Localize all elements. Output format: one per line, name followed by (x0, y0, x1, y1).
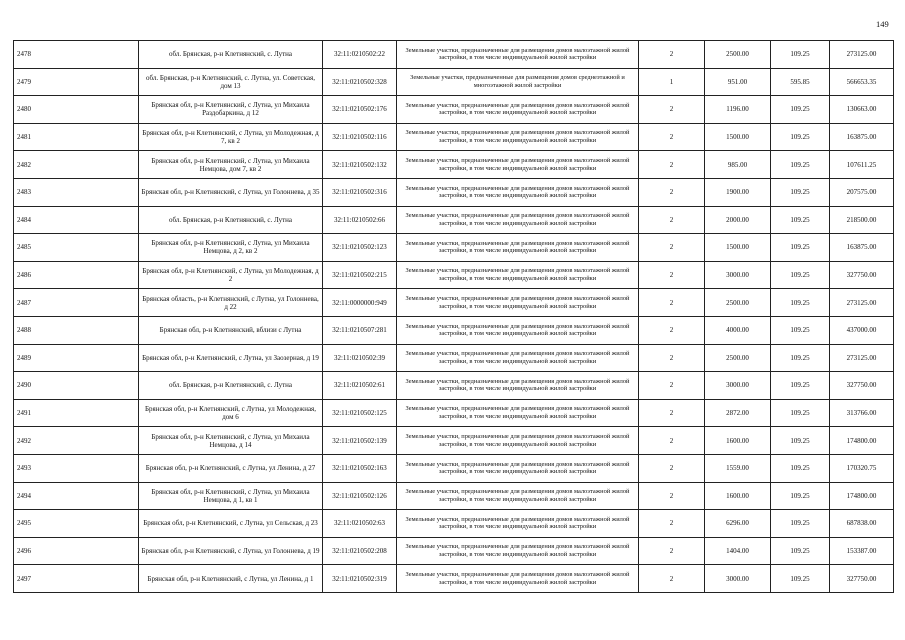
row-number-cell: 2487 (14, 289, 139, 317)
land-use-purpose-cell: Земельные участки, предназначенные для размещения домов малоэтажной жилой застройки, в том числе индивидуальной жилой застройки (397, 565, 639, 593)
address-cell: Брянская обл, р-н Клетнянский, с Лутна, ул Молодежная, д 2 (139, 261, 323, 289)
table-row (14, 178, 894, 206)
address-cell: Брянская обл, р-н Клетнянский, с Лутна, ул Михаила Немцова, д 14 (139, 427, 323, 455)
cadastral-number-cell: 32:11:0210502:208 (323, 537, 397, 565)
row-number-cell: 2493 (14, 454, 139, 482)
cadastral-number-cell: 32:11:0210502:66 (323, 206, 397, 234)
table-row (14, 454, 894, 482)
table-row (14, 565, 894, 593)
table-row (14, 41, 894, 69)
address-cell: Брянская обл, р-н Клетнянский, с Лутна, ул Молодежная, д 7, кв 2 (139, 123, 323, 151)
cadastral-value-cell: 170320.75 (830, 454, 894, 482)
row-number-cell: 2486 (14, 261, 139, 289)
group-cell: 2 (639, 96, 705, 124)
address-cell: Брянская обл, р-н Клетнянский, с Лутна, ул Михаила Немцова, д 1, кв 1 (139, 482, 323, 510)
table-row (14, 151, 894, 179)
cadastral-value-cell: 218500.00 (830, 206, 894, 234)
address-cell: Брянская обл, р-н Клетнянский, с Лутна, ул Михаила Немцова, д 2, кв 2 (139, 234, 323, 262)
address-cell: Брянская обл, р-н Клетнянский, с Лутна, ул Ленина, д 1 (139, 565, 323, 593)
row-number-cell: 2480 (14, 96, 139, 124)
group-cell: 2 (639, 178, 705, 206)
address-cell: Брянская обл, р-н Клетнянский, с Лутна, ул Михаила Раздобаркина, д 12 (139, 96, 323, 124)
area-cell: 2500.00 (705, 289, 771, 317)
row-number-cell: 2497 (14, 565, 139, 593)
address-cell: Брянская обл, р-н Клетнянский, с Лутна, ул Заозерная, д 19 (139, 344, 323, 372)
row-number-cell: 2483 (14, 178, 139, 206)
cadastral-number-cell: 32:11:0210502:63 (323, 510, 397, 538)
specific-value-cell: 109.25 (771, 510, 830, 538)
specific-value-cell: 109.25 (771, 427, 830, 455)
specific-value-cell: 109.25 (771, 454, 830, 482)
row-number-cell: 2489 (14, 344, 139, 372)
group-cell: 2 (639, 123, 705, 151)
land-use-purpose-cell: Земельные участки, предназначенные для размещения домов малоэтажной жилой застройки, в том числе индивидуальной жилой застройки (397, 41, 639, 69)
cadastral-number-cell: 32:11:0000000:949 (323, 289, 397, 317)
land-use-purpose-cell: Земельные участки, предназначенные для размещения домов малоэтажной жилой застройки, в том числе индивидуальной жилой застройки (397, 344, 639, 372)
table-row (14, 206, 894, 234)
address-cell: Брянская область, р-н Клетнянский, с Лутна, ул Голоннева, д 22 (139, 289, 323, 317)
cadastral-value-cell: 174800.00 (830, 482, 894, 510)
table-row (14, 68, 894, 96)
land-use-purpose-cell: Земельные участки, предназначенные для размещения домов малоэтажной жилой застройки, в том числе индивидуальной жилой застройки (397, 123, 639, 151)
area-cell: 2000.00 (705, 206, 771, 234)
table-row (14, 510, 894, 538)
cadastral-value-cell: 107611.25 (830, 151, 894, 179)
area-cell: 4000.00 (705, 316, 771, 344)
land-use-purpose-cell: Земельные участки, предназначенные для размещения домов среднеэтажной и многоэтажной жилой застройки (397, 68, 639, 96)
cadastral-value-cell: 313766.00 (830, 399, 894, 427)
table-row (14, 372, 894, 400)
group-cell: 2 (639, 289, 705, 317)
area-cell: 1404.00 (705, 537, 771, 565)
area-cell: 1600.00 (705, 427, 771, 455)
area-cell: 2500.00 (705, 344, 771, 372)
land-use-purpose-cell: Земельные участки, предназначенные для размещения домов малоэтажной жилой застройки, в том числе индивидуальной жилой застройки (397, 427, 639, 455)
land-use-purpose-cell: Земельные участки, предназначенные для размещения домов малоэтажной жилой застройки, в том числе индивидуальной жилой застройки (397, 510, 639, 538)
area-cell: 1196.00 (705, 96, 771, 124)
cadastral-number-cell: 32:11:0210502:215 (323, 261, 397, 289)
land-use-purpose-cell: Земельные участки, предназначенные для размещения домов малоэтажной жилой застройки, в том числе индивидуальной жилой застройки (397, 178, 639, 206)
table-row (14, 482, 894, 510)
area-cell: 1559.00 (705, 454, 771, 482)
cadastral-value-cell: 163875.00 (830, 123, 894, 151)
page-number: 149 (876, 19, 889, 29)
table-row (14, 427, 894, 455)
table-row (14, 123, 894, 151)
group-cell: 1 (639, 68, 705, 96)
row-number-cell: 2495 (14, 510, 139, 538)
specific-value-cell: 109.25 (771, 482, 830, 510)
cadastral-number-cell: 32:11:0210502:328 (323, 68, 397, 96)
table-row (14, 537, 894, 565)
address-cell: обл. Брянская, р-н Клетнянский, с. Лутна, ул. Советская, дом 13 (139, 68, 323, 96)
cadastral-number-cell: 32:11:0210502:316 (323, 178, 397, 206)
land-use-purpose-cell: Земельные участки, предназначенные для размещения домов малоэтажной жилой застройки, в том числе индивидуальной жилой застройки (397, 261, 639, 289)
row-number-cell: 2491 (14, 399, 139, 427)
area-cell: 6296.00 (705, 510, 771, 538)
area-cell: 951.00 (705, 68, 771, 96)
specific-value-cell: 109.25 (771, 151, 830, 179)
area-cell: 985.00 (705, 151, 771, 179)
cadastral-value-cell: 327750.00 (830, 261, 894, 289)
specific-value-cell: 595.85 (771, 68, 830, 96)
cadastral-number-cell: 32:11:0210502:116 (323, 123, 397, 151)
cadastral-number-cell: 32:11:0210502:319 (323, 565, 397, 593)
cadastral-value-cell: 174800.00 (830, 427, 894, 455)
cadastral-number-cell: 32:11:0210502:163 (323, 454, 397, 482)
specific-value-cell: 109.25 (771, 123, 830, 151)
cadastral-value-cell: 130663.00 (830, 96, 894, 124)
group-cell: 2 (639, 234, 705, 262)
cadastral-number-cell: 32:11:0210502:126 (323, 482, 397, 510)
area-cell: 2500.00 (705, 41, 771, 69)
table-row (14, 344, 894, 372)
group-cell: 2 (639, 316, 705, 344)
cadastral-value-cell: 566653.35 (830, 68, 894, 96)
address-cell: Брянская обл, р-н Клетнянский, с Лутна, ул Молодежная, дом 6 (139, 399, 323, 427)
group-cell: 2 (639, 537, 705, 565)
cadastral-number-cell: 32:11:0210502:123 (323, 234, 397, 262)
specific-value-cell: 109.25 (771, 289, 830, 317)
table-row (14, 261, 894, 289)
row-number-cell: 2496 (14, 537, 139, 565)
group-cell: 2 (639, 510, 705, 538)
specific-value-cell: 109.25 (771, 206, 830, 234)
land-use-purpose-cell: Земельные участки, предназначенные для размещения домов малоэтажной жилой застройки, в том числе индивидуальной жилой застройки (397, 482, 639, 510)
group-cell: 2 (639, 41, 705, 69)
table-row (14, 234, 894, 262)
specific-value-cell: 109.25 (771, 261, 830, 289)
land-use-purpose-cell: Земельные участки, предназначенные для размещения домов малоэтажной жилой застройки, в том числе индивидуальной жилой застройки (397, 316, 639, 344)
group-cell: 2 (639, 372, 705, 400)
land-use-purpose-cell: Земельные участки, предназначенные для размещения домов малоэтажной жилой застройки, в том числе индивидуальной жилой застройки (397, 151, 639, 179)
cadastral-value-cell: 207575.00 (830, 178, 894, 206)
cadastral-number-cell: 32:11:0210502:139 (323, 427, 397, 455)
row-number-cell: 2485 (14, 234, 139, 262)
row-number-cell: 2484 (14, 206, 139, 234)
cadastral-value-cell: 327750.00 (830, 565, 894, 593)
cadastral-number-cell: 32:11:0210502:22 (323, 41, 397, 69)
table-row (14, 96, 894, 124)
area-cell: 1500.00 (705, 234, 771, 262)
land-use-purpose-cell: Земельные участки, предназначенные для размещения домов малоэтажной жилой застройки, в том числе индивидуальной жилой застройки (397, 399, 639, 427)
group-cell: 2 (639, 565, 705, 593)
cadastral-value-cell: 163875.00 (830, 234, 894, 262)
table-row (14, 289, 894, 317)
address-cell: Брянская обл, р-н Клетнянский, с Лутна, ул Голоннева, д 35 (139, 178, 323, 206)
cadastral-value-cell: 273125.00 (830, 344, 894, 372)
row-number-cell: 2482 (14, 151, 139, 179)
area-cell: 1500.00 (705, 123, 771, 151)
area-cell: 2872.00 (705, 399, 771, 427)
address-cell: Брянская обл, р-н Клетнянский, с Лутна, ул Голоннева, д 19 (139, 537, 323, 565)
specific-value-cell: 109.25 (771, 316, 830, 344)
group-cell: 2 (639, 482, 705, 510)
row-number-cell: 2490 (14, 372, 139, 400)
specific-value-cell: 109.25 (771, 96, 830, 124)
area-cell: 1600.00 (705, 482, 771, 510)
cadastral-value-cell: 687838.00 (830, 510, 894, 538)
land-use-purpose-cell: Земельные участки, предназначенные для размещения домов малоэтажной жилой застройки, в том числе индивидуальной жилой застройки (397, 372, 639, 400)
row-number-cell: 2478 (14, 41, 139, 69)
group-cell: 2 (639, 344, 705, 372)
row-number-cell: 2492 (14, 427, 139, 455)
address-cell: Брянская обл, р-н Клетнянский, с Лутна, ул Михаила Немцова, дом 7, кв 2 (139, 151, 323, 179)
cadastral-number-cell: 32:11:0210502:132 (323, 151, 397, 179)
row-number-cell: 2479 (14, 68, 139, 96)
cadastral-number-cell: 32:11:0210502:61 (323, 372, 397, 400)
table-row (14, 316, 894, 344)
area-cell: 3000.00 (705, 372, 771, 400)
address-cell: обл. Брянская, р-н Клетнянский, с. Лутна (139, 372, 323, 400)
area-cell: 3000.00 (705, 261, 771, 289)
specific-value-cell: 109.25 (771, 41, 830, 69)
group-cell: 2 (639, 206, 705, 234)
specific-value-cell: 109.25 (771, 399, 830, 427)
group-cell: 2 (639, 454, 705, 482)
table-body (14, 41, 894, 593)
cadastral-number-cell: 32:11:0210502:176 (323, 96, 397, 124)
specific-value-cell: 109.25 (771, 565, 830, 593)
area-cell: 3000.00 (705, 565, 771, 593)
cadastral-value-cell: 437000.00 (830, 316, 894, 344)
cadastral-number-cell: 32:11:0210502:125 (323, 399, 397, 427)
land-use-purpose-cell: Земельные участки, предназначенные для размещения домов малоэтажной жилой застройки, в том числе индивидуальной жилой застройки (397, 454, 639, 482)
cadastral-number-cell: 32:11:0210507:281 (323, 316, 397, 344)
address-cell: обл. Брянская, р-н Клетнянский, с. Лутна (139, 206, 323, 234)
cadastral-value-cell: 273125.00 (830, 289, 894, 317)
address-cell: Брянская обл, р-н Клетнянский, с Лутна, ул Ленина, д 27 (139, 454, 323, 482)
group-cell: 2 (639, 399, 705, 427)
address-cell: Брянская обл, р-н Клетнянский, вблизи с Лутна (139, 316, 323, 344)
cadastral-value-cell: 327750.00 (830, 372, 894, 400)
specific-value-cell: 109.25 (771, 178, 830, 206)
row-number-cell: 2481 (14, 123, 139, 151)
land-use-purpose-cell: Земельные участки, предназначенные для размещения домов малоэтажной жилой застройки, в том числе индивидуальной жилой застройки (397, 289, 639, 317)
specific-value-cell: 109.25 (771, 372, 830, 400)
table-row (14, 399, 894, 427)
cadastral-value-cell: 273125.00 (830, 41, 894, 69)
land-use-purpose-cell: Земельные участки, предназначенные для размещения домов малоэтажной жилой застройки, в том числе индивидуальной жилой застройки (397, 537, 639, 565)
address-cell: обл. Брянская, р-н Клетнянский, с. Лутна (139, 41, 323, 69)
land-use-purpose-cell: Земельные участки, предназначенные для размещения домов малоэтажной жилой застройки, в том числе индивидуальной жилой застройки (397, 96, 639, 124)
cadastral-number-cell: 32:11:0210502:39 (323, 344, 397, 372)
cadastral-value-cell: 153387.00 (830, 537, 894, 565)
group-cell: 2 (639, 261, 705, 289)
specific-value-cell: 109.25 (771, 234, 830, 262)
land-registry-table (13, 40, 894, 593)
address-cell: Брянская обл, р-н Клетнянский, с Лутна, ул Сельская, д 23 (139, 510, 323, 538)
row-number-cell: 2494 (14, 482, 139, 510)
group-cell: 2 (639, 151, 705, 179)
land-use-purpose-cell: Земельные участки, предназначенные для размещения домов малоэтажной жилой застройки, в том числе индивидуальной жилой застройки (397, 206, 639, 234)
group-cell: 2 (639, 427, 705, 455)
specific-value-cell: 109.25 (771, 344, 830, 372)
land-use-purpose-cell: Земельные участки, предназначенные для размещения домов малоэтажной жилой застройки, в том числе индивидуальной жилой застройки (397, 234, 639, 262)
row-number-cell: 2488 (14, 316, 139, 344)
specific-value-cell: 109.25 (771, 537, 830, 565)
area-cell: 1900.00 (705, 178, 771, 206)
